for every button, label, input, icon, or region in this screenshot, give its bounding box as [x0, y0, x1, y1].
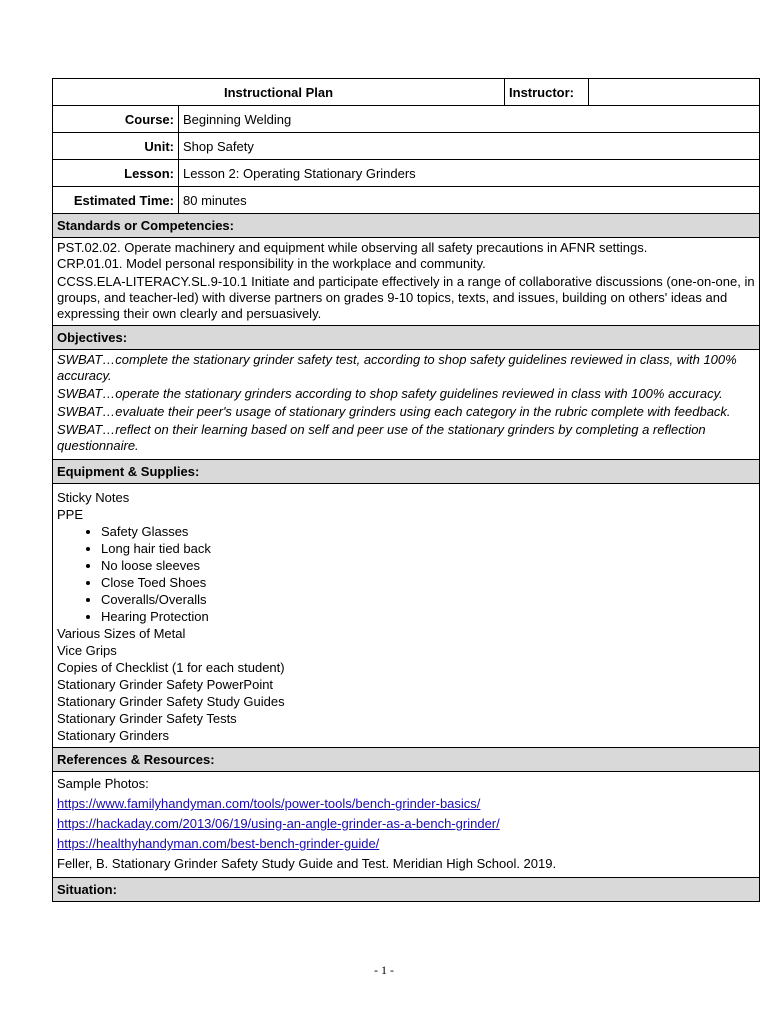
objective-item: SWBAT…operate the stationary grinders according to shop safety guidelines reviewed in class with 100% accuracy. — [57, 386, 723, 401]
standard-ccss: CCSS.ELA-LITERACY.SL.9-10.1 Initiate and participate effectively in a range of collaborative discussions (one-on-one, in groups, and teacher-led) with diverse partners on grades 9-10 topics, texts, and issues, building on others' ideas and expressing their own clearly and persuasively. — [57, 274, 755, 321]
instructor-field[interactable] — [589, 79, 760, 106]
supply-item: Vice Grips — [57, 643, 117, 658]
supply-item: Stationary Grinder Safety Tests — [57, 711, 237, 726]
reference-link[interactable]: https://www.familyhandyman.com/tools/power-tools/bench-grinder-basics/ — [57, 796, 481, 811]
objectives-body — [53, 350, 760, 460]
plan-title: Instructional Plan — [53, 79, 505, 106]
course-value: Beginning Welding — [179, 106, 760, 133]
supply-item: PPE — [57, 507, 84, 522]
lesson-value: Lesson 2: Operating Stationary Grinders — [179, 160, 760, 187]
objectives-header-row — [53, 326, 760, 350]
objectives-heading: Objectives: — [53, 326, 760, 350]
references-header-row — [53, 748, 760, 772]
ppe-item: • Close Toed Shoes — [101, 574, 755, 591]
objective-item: SWBAT…reflect on their learning based on self and peer use of the stationary grinders by completing a reflection questionnaire. — [57, 422, 706, 453]
supply-item: Various Sizes of Metal — [57, 626, 186, 641]
equipment-body-row — [53, 484, 760, 748]
unit-row — [53, 133, 760, 160]
standard-pst: PST.02.02. Operate machinery and equipment while observing all safety precautions in AFNR settings. — [57, 240, 648, 255]
ppe-item: • Hearing Protection — [101, 608, 755, 625]
ppe-item: • Coveralls/Overalls — [101, 591, 755, 608]
standard-crp: CRP.01.01. Model personal responsibility in the workplace and community. — [57, 256, 486, 271]
standards-heading: Standards or Competencies: — [53, 214, 760, 238]
unit-value: Shop Safety — [179, 133, 760, 160]
reference-link[interactable]: https://hackaday.com/2013/06/19/using-an-angle-grinder-as-a-bench-grinder/ — [57, 816, 500, 831]
lesson-label: Lesson: — [53, 160, 179, 187]
ppe-item: • No loose sleeves — [101, 557, 755, 574]
supply-item: Stationary Grinders — [57, 728, 169, 743]
supply-item: Copies of Checklist (1 for each student) — [57, 660, 285, 675]
references-intro: Sample Photos: — [57, 776, 149, 791]
objective-item: SWBAT…evaluate their peer's usage of stationary grinders using each category in the rubric complete with feedback. — [57, 404, 731, 419]
standards-body — [53, 238, 760, 326]
lesson-row — [53, 160, 760, 187]
instructional-plan-sheet — [52, 78, 759, 902]
page-number: - 1 - — [374, 963, 394, 977]
instructor-label: Instructor: — [505, 79, 589, 106]
time-row — [53, 187, 760, 214]
reference-citation: Feller, B. Stationary Grinder Safety Study Guide and Test. Meridian High School. 2019. — [57, 856, 557, 871]
ppe-item: • Safety Glasses — [101, 523, 755, 540]
references-body — [53, 772, 760, 878]
supply-item: Stationary Grinder Safety PowerPoint — [57, 677, 274, 692]
time-label: Estimated Time: — [53, 187, 179, 214]
course-row — [53, 106, 760, 133]
references-body-row — [53, 772, 760, 878]
equipment-heading: Equipment & Supplies: — [53, 460, 760, 484]
time-value: 80 minutes — [179, 187, 760, 214]
objective-item: SWBAT…complete the stationary grinder safety test, according to shop safety guidelines reviewed in class, with 100% accuracy. — [57, 352, 737, 383]
unit-label: Unit: — [53, 133, 179, 160]
references-heading: References & Resources: — [53, 748, 760, 772]
situation-header-row — [53, 878, 760, 902]
plan-table — [52, 78, 760, 902]
course-label: Course: — [53, 106, 179, 133]
supply-item: Stationary Grinder Safety Study Guides — [57, 694, 285, 709]
standards-body-row — [53, 238, 760, 326]
objectives-body-row — [53, 350, 760, 460]
standards-header-row — [53, 214, 760, 238]
ppe-item: • Long hair tied back — [101, 540, 755, 557]
header-row — [53, 79, 760, 106]
equipment-body — [53, 484, 760, 748]
supply-item: Sticky Notes — [57, 490, 130, 505]
equipment-header-row — [53, 460, 760, 484]
ppe-list — [57, 523, 755, 625]
situation-heading: Situation: — [53, 878, 760, 902]
reference-link[interactable]: https://healthyhandyman.com/best-bench-grinder-guide/ — [57, 836, 380, 851]
